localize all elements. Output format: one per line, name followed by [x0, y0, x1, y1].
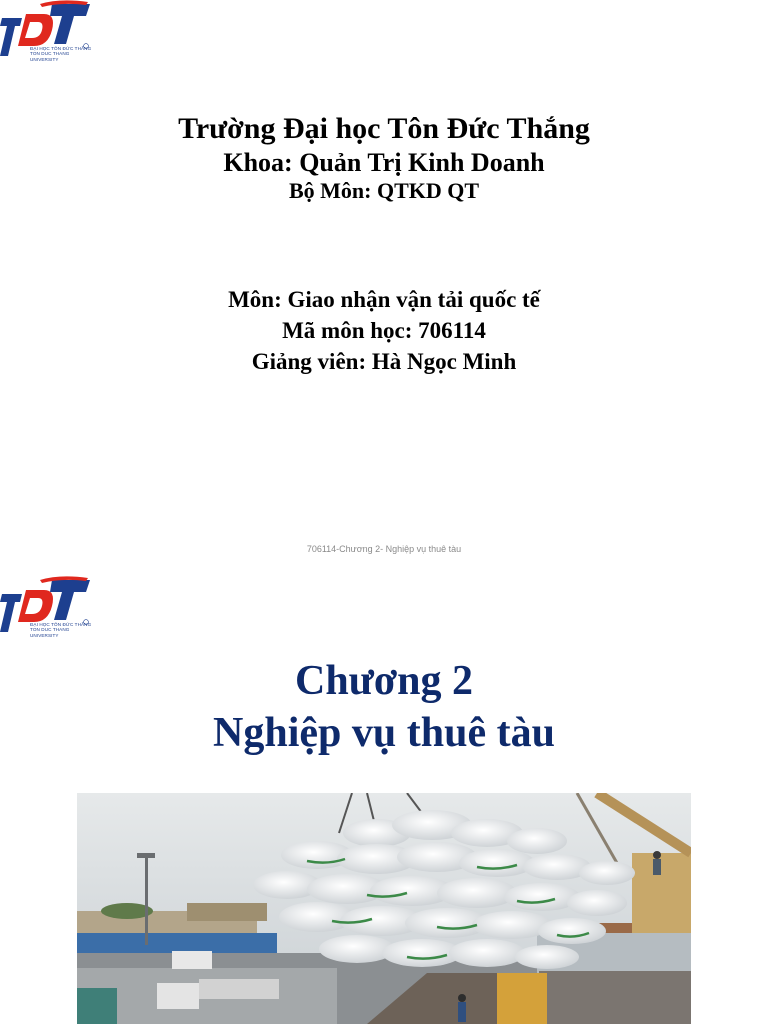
chapter-title: Nghiệp vụ thuê tàu [213, 710, 555, 756]
logo-caption-vn: ĐẠI HỌC TÔN ĐỨC THẮNG [30, 46, 92, 51]
faculty-name: Khoa: Quản Trị Kinh Doanh [223, 148, 545, 177]
lecturer-name: Giảng viên: Hà Ngọc Minh [251, 349, 517, 374]
university-name: Trường Đại học Tôn Đức Thắng [178, 112, 590, 145]
chapter-number: Chương 2 [294, 658, 473, 704]
logo-caption-en: TON DUC THANG UNIVERSITY [30, 627, 70, 638]
cargo-photo-illustration [77, 793, 691, 1024]
logo-caption-vn: ĐẠI HỌC TÔN ĐỨC THẮNG [30, 622, 92, 627]
department-name: Bộ Môn: QTKD QT [288, 178, 480, 203]
rice-bags-loading-photo [77, 793, 691, 1024]
logo-caption [30, 46, 92, 62]
logo-caption [30, 622, 92, 638]
slide-footer: 706114-Chương 2- Nghiệp vụ thuê tàu [306, 544, 462, 554]
course-name: Môn: Giao nhận vận tải quốc tế [228, 287, 540, 312]
logo-caption-en: TON DUC THANG UNIVERSITY [30, 51, 70, 62]
course-code: Mã môn học: 706114 [282, 318, 486, 343]
university-logo [0, 576, 92, 638]
chapter-slide [0, 568, 768, 1024]
university-logo [0, 0, 92, 62]
